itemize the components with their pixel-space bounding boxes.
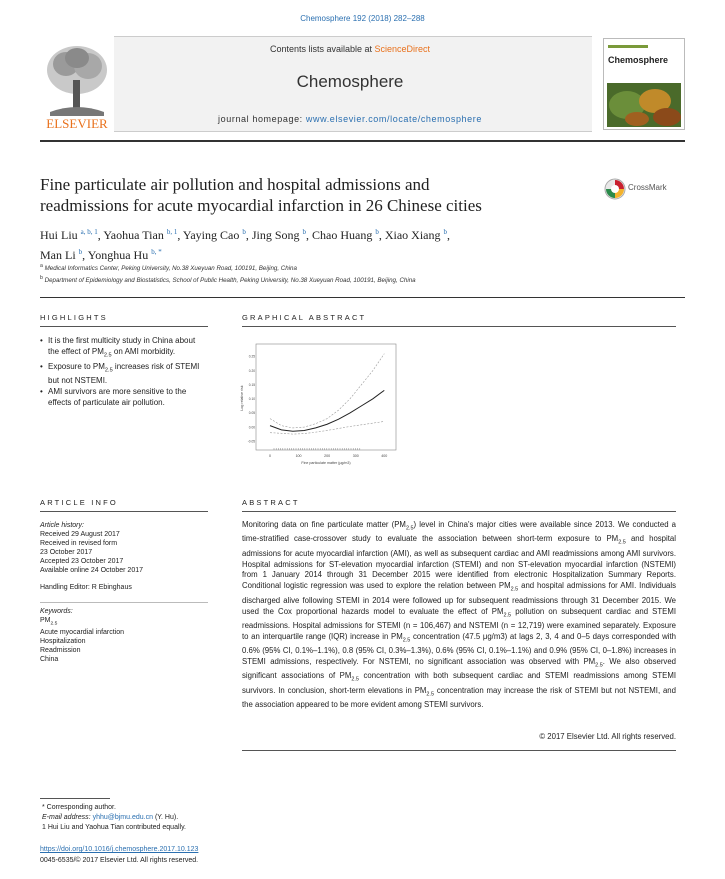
highlights-list [40,336,208,409]
footnote-divider [40,798,110,799]
highlights-rule [40,326,208,327]
cover-accent-bar [608,45,648,48]
affiliation-text: Department of Epidemiology and Biostatistics, School of Public Health, Peking University, No.38 Xueyuan Road, 100191, Beijing, China [44,277,416,285]
author-affiliation-sup[interactable]: a, b, 1 [80,228,98,236]
author-name[interactable]: Hui Liu [40,228,81,242]
title-line-2: readmissions for acute myocardial infarction in 26 Chinese cities [40,196,482,215]
doi-link[interactable]: https://doi.org/10.1016/j.chemosphere.2017.10.123 [40,846,199,853]
author-affiliation-sup[interactable]: b, * [151,248,162,256]
chart-xtick-label: 200 [324,454,331,458]
history-label: Article history: [40,522,84,529]
author-affiliation-sup[interactable]: b, 1 [166,228,178,236]
keyword-item[interactable]: Hospitalization [40,638,86,646]
author-affiliation-sup[interactable]: b [443,228,448,236]
affiliation-divider [40,297,685,298]
chart-ytick-label: 0.05 [248,411,255,416]
journal-reference[interactable]: Chemosphere 192 (2018) 282–288 [300,14,425,23]
article-title [40,174,580,216]
title-line-1: Fine particulate air pollution and hospital admissions and [40,175,430,194]
chart-yticks [248,355,255,444]
chart-xticks [269,454,387,458]
chart-ytick-label: -0.05 [247,439,255,444]
chart-ylabel: Log relative risk [240,385,244,411]
chart-xlabel: Fine particulate matter (μg/m3) [301,461,351,465]
author-name[interactable]: Chao Huang [312,228,376,242]
chart-series-estimate [270,390,384,431]
author-list [40,224,600,264]
keywords-list [40,616,220,664]
handling-editor: Handling Editor: R Ebinghaus [40,584,132,591]
author-separator: , [82,248,88,262]
history-item: Available online 24 October 2017 [40,567,144,574]
chart-xtick-label: 300 [352,454,359,458]
keyword-item[interactable]: $PM_{2.5}$ [40,617,58,627]
keyword-item[interactable]: Readmission [40,647,81,655]
chart-xtick-label: 400 [381,454,388,458]
history-item: Accepted 23 October 2017 [40,558,124,565]
authors-line-2 [40,244,600,264]
chart-xtick-label: 100 [295,454,302,458]
graphical-abstract-heading: GRAPHICAL ABSTRACT [242,313,367,322]
highlight-item: • Exposure to $PM_{2.5}$ increases risk of STEMI but not NSTEMI. [40,362,208,387]
author-separator: , [447,228,451,242]
author-affiliation-sup[interactable]: b [242,228,246,236]
author-separator: , [97,228,104,242]
affiliation-sup: b [40,275,43,281]
crossmark-label: CrossMark [628,183,667,192]
graphical-abstract-chart [236,340,401,468]
affiliation-text: Medical Informatics Center, Peking University, No.38 Xueyuan Road, 100191, Beijing, China [44,265,297,273]
homepage-prefix: journal homepage: [218,114,306,124]
chart-ytick-label: 0.15 [248,382,255,387]
crossmark-icon [604,178,626,200]
email-link[interactable]: yhhu@bjmu.edu.cn [92,814,153,821]
chart-series-group [270,354,384,450]
cover-image [607,83,681,127]
abstract-heading: ABSTRACT [242,498,300,507]
corresponding-author-note: * Corresponding author. [42,804,116,811]
keywords-label: Keywords: [40,608,73,615]
article-info-heading: ARTICLE INFO [40,498,118,507]
author-separator: , [378,228,385,242]
issn-line: 0045-6535/© 2017 Elsevier Ltd. All rights reserved. [40,857,199,864]
graphical-abstract-rule [242,326,676,327]
history-item: 23 October 2017 [40,549,93,556]
chart-ytick-label: 0.25 [248,354,255,359]
author-name[interactable]: Jing Song [251,228,303,242]
abstract-rule [242,511,676,512]
sciencedirect-link[interactable]: ScienceDirect [374,44,431,54]
journal-homepage [150,114,550,124]
chart-ytick-label: 0.20 [248,368,255,373]
highlight-item: • AMI survivors are more sensitive to the effects of particulate air pollution. [40,387,208,408]
equal-contribution-note: 1 Hui Liu and Yaohua Tian contributed equally. [42,824,186,831]
author-name[interactable]: Yonghua Hu [87,248,152,262]
elsevier-logo[interactable] [40,36,114,132]
chart-xtick-label: 0 [269,454,271,458]
chart-ytick-label: 0.10 [248,397,255,402]
author-name[interactable]: Yaying Cao [182,228,243,242]
chart-ytick-label: 0.00 [248,425,255,430]
authors-line-1 [40,224,600,244]
author-separator: , [245,228,252,242]
cover-title: Chemosphere [608,55,669,65]
contents-line [150,44,550,54]
header-divider [40,140,685,142]
author-affiliation-sup[interactable]: b [302,228,307,236]
publisher-logo-text: ELSEVIER [46,116,108,131]
keyword-item[interactable]: Acute myocardial infarction [40,629,125,637]
author-name[interactable]: Man Li [40,248,79,262]
author-name[interactable]: Yaohua Tian [103,228,167,242]
keyword-item[interactable]: China [40,656,59,664]
abstract-end-rule [242,750,676,751]
chart-series-lower-ci [270,421,384,434]
email-label: E-mail address: [42,814,93,821]
footnotes [42,803,342,833]
homepage-link[interactable]: www.elsevier.com/locate/chemosphere [305,114,482,124]
article-info [40,521,220,664]
keywords-rule [40,602,208,603]
journal-cover[interactable] [603,38,685,130]
author-affiliation-sup[interactable]: b [375,228,379,236]
history-item: Received 29 August 2017 [40,531,120,538]
crossmark-badge[interactable] [604,178,684,200]
elsevier-tree-icon [40,36,114,132]
highlights-heading: HIGHLIGHTS [40,313,108,322]
abstract-copyright: © 2017 Elsevier Ltd. All rights reserved. [539,732,676,741]
history-list [40,530,220,575]
contents-prefix: Contents lists available at [269,44,375,54]
affiliation-b [40,275,680,284]
history-item: Received in revised form [40,540,118,547]
email-note [42,813,342,823]
author-affiliation-sup[interactable]: b [78,248,83,256]
article-info-rule [40,511,208,512]
affiliation-sup: a [40,263,43,269]
email-suffix: (Y. Hu). [153,814,179,821]
journal-name[interactable]: Chemosphere [296,72,404,91]
affiliation-a [40,263,680,272]
highlight-item: • It is the first multicity study in China about the effect of $PM_{2.5}$ on AMI morbidity. [40,336,208,361]
author-separator: , [177,228,183,242]
chart-series-upper-ci [270,354,384,428]
author-name[interactable]: Xiao Xiang [384,228,444,242]
abstract-text: Monitoring data on fine particulate matter $(PM_{2.5})$ level in China's major cities were available since 2013. We conducted a time-stratified case-crossover study to evaluate the association between short-term exposure to $PM_{2.5}$ and hospital admissions for acute myocardial infarction (AMI), as well as subsequent cardiac and AMI readmissions among AMI survivors. Hospital admissions for ST-elevation myocardial infarction (STEMI) and non ST-elevation myocardial infarction (NSTEMI) from 1 January 2014 through 31 December 2015 were identified from electronic Hospitalization Summary Reports. Conditional logistic regression was used to explore the relation between $PM_{2.5}$ and hospital admissions for AMI. Individuals discharged alive following STEMI in 2014 were followed up for subsequent readmissions through 31 December 2015. We used the Cox proportional hazards model to evaluate the effect of $PM_{2.5}$ pollution on subsequent cardiac and STEMI readmissions. Hospital admissions for STEMI (n = 106,467) and NSTEMI (n = 12,719) were examined separately. Exposure to an interquartile range (IQR) increase in $PM_{2.5}$ concentration (47.5 μg/m3) at lags 2, 3, 4 and 0–5 days corresponded with 0.6% (95% CI, 0.1%–1.1%), 0.8 (95% CI, 0.3%–1.3%), 0.6% (95% CI, 0.1%–1.1%) and 0.9% (95% CI, 0–1.8%) increases in STEMI admissions, respectively. For NSTEMI, no significant association was observed with $PM_{2.5}$. We also observed significant associations of $PM_{2.5}$ concentration with both subsequent cardiac and STEMI readmissions among STEMI survivors. In conclusion, short-term elevations in $PM_{2.5}$ concentration may increase the risk of STEMI but not NSTEMI, and the association appeared to be more evident among STEMI survivors. [242,520,677,710]
author-separator: , [306,228,313,242]
